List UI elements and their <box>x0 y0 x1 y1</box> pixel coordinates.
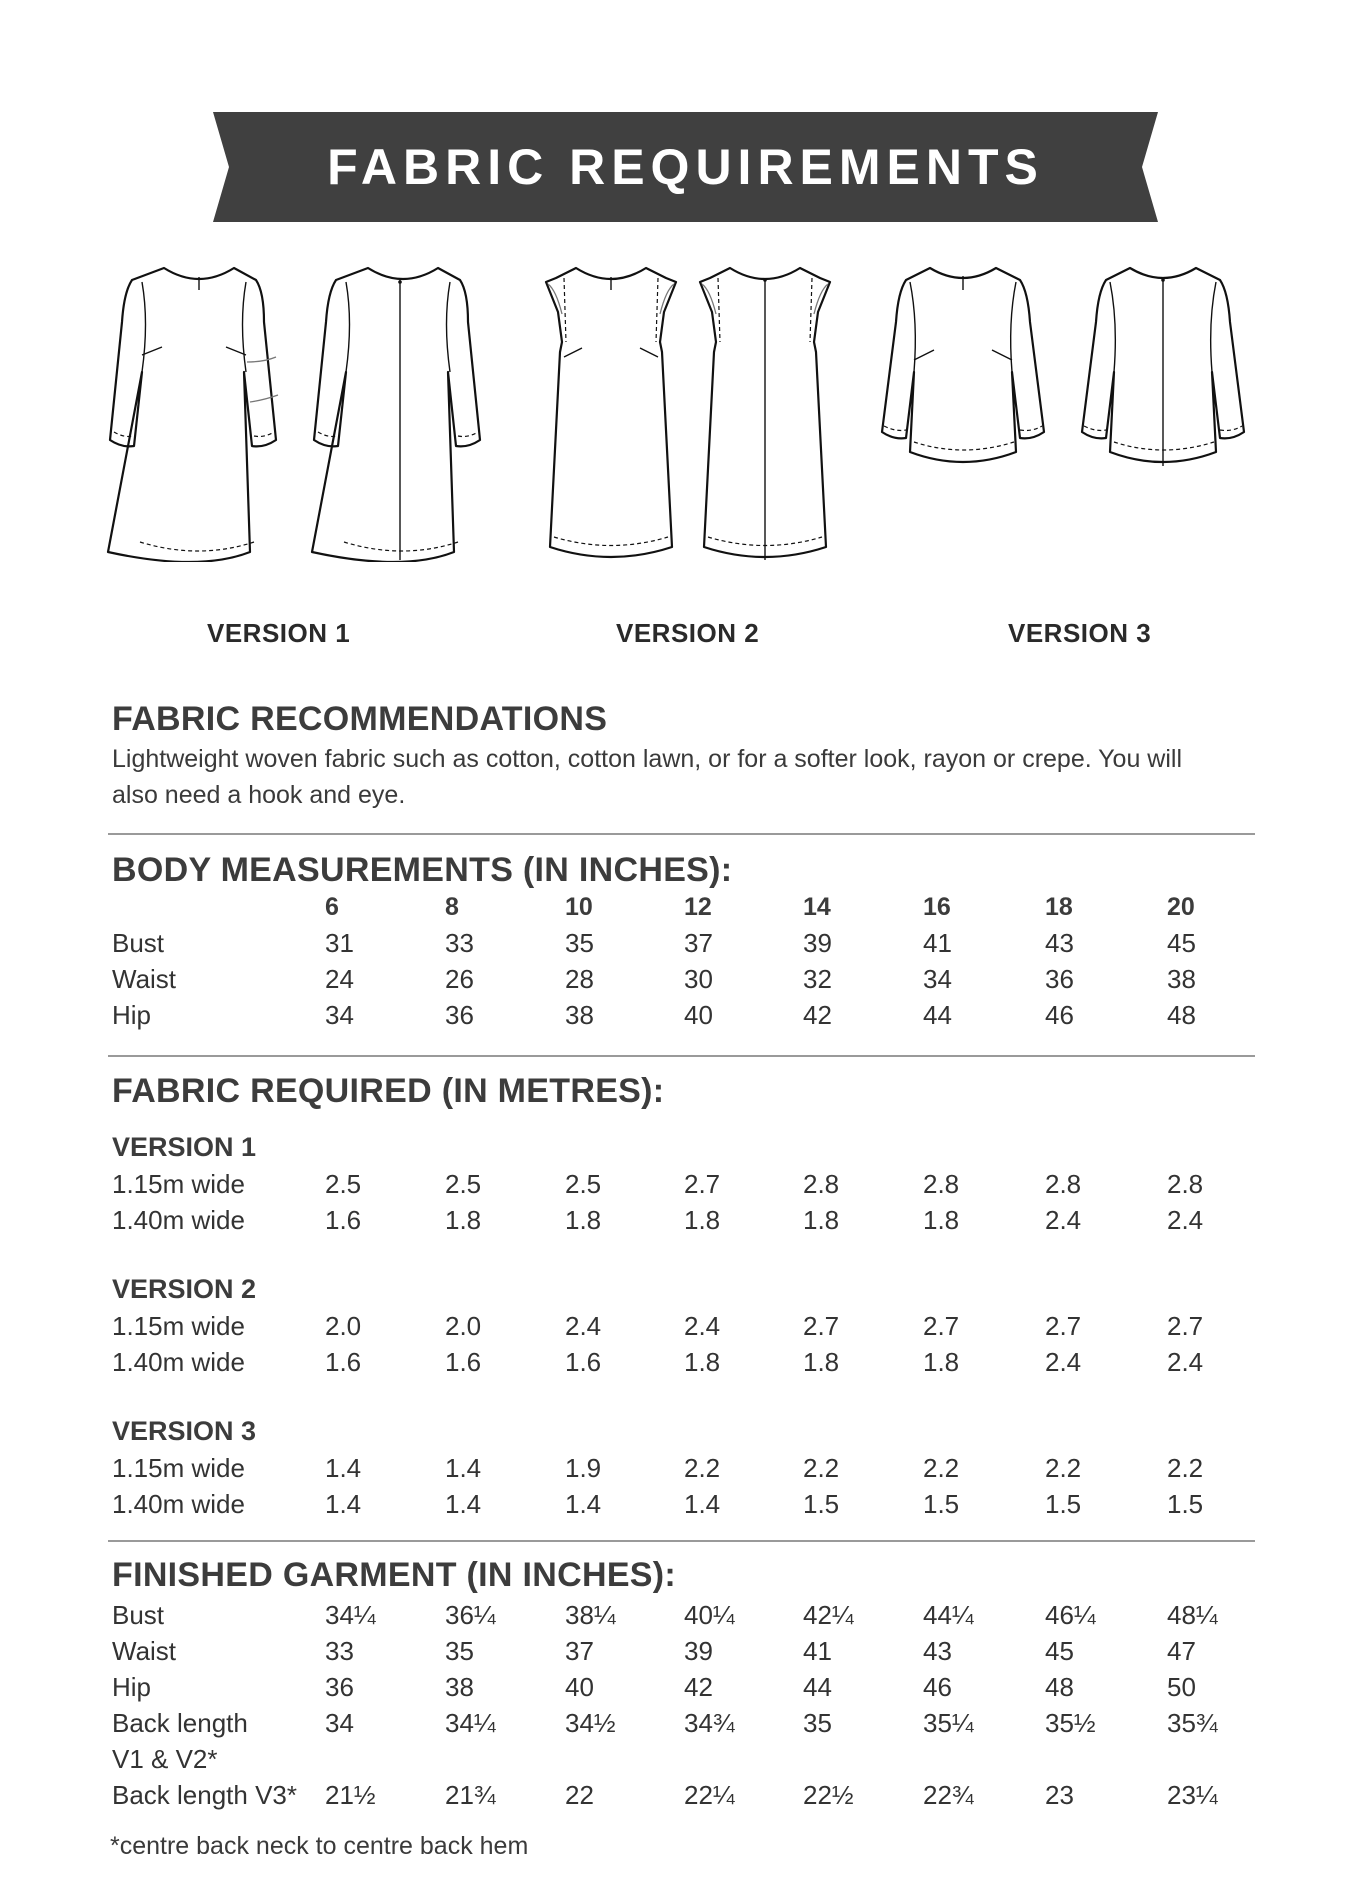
cell: 34¾ <box>684 1708 735 1738</box>
fabric-recommendations-line-1: Lightweight woven fabric such as cotton, cotton lawn, or for a softer look, rayon or crepe. You will <box>112 745 1183 773</box>
cell: 43 <box>1045 928 1074 958</box>
row-label: Waist <box>112 1636 177 1666</box>
version-2-back-illustration-icon <box>690 262 840 562</box>
size-header: 8 <box>445 893 459 921</box>
table-row <box>0 1672 1364 1708</box>
table-row <box>0 1780 1364 1816</box>
cell: 1.4 <box>684 1489 721 1519</box>
version-1-back-illustration-icon <box>308 262 498 562</box>
table-row <box>0 1205 1364 1241</box>
row-label: Bust <box>112 1600 165 1630</box>
version-1-label: VERSION 1 <box>207 618 351 648</box>
cell: 34¼ <box>325 1600 376 1630</box>
cell: 2.7 <box>1167 1311 1204 1341</box>
row-label: Back length V3* <box>112 1780 298 1810</box>
row-label: 1.40m wide <box>112 1205 245 1235</box>
cell: 1.5 <box>923 1489 960 1519</box>
cell: 2.7 <box>803 1311 840 1341</box>
row-label: Hip <box>112 1672 152 1702</box>
cell: 42¼ <box>803 1600 854 1630</box>
cell: 34½ <box>565 1708 616 1738</box>
cell: 40 <box>684 1000 713 1030</box>
cell: 33 <box>325 1636 354 1666</box>
row-label: Back length <box>112 1708 248 1738</box>
table-row <box>0 928 1364 964</box>
cell: 50 <box>1167 1672 1196 1702</box>
cell: 36 <box>1045 964 1074 994</box>
cell: 2.0 <box>325 1311 362 1341</box>
cell: 21½ <box>325 1780 376 1810</box>
version-3-back-illustration-icon <box>1068 262 1258 472</box>
cell: 1.8 <box>803 1205 840 1235</box>
table-row <box>0 1489 1364 1525</box>
size-header: 12 <box>684 893 712 921</box>
cell: 39 <box>803 928 832 958</box>
cell: 48¼ <box>1167 1600 1218 1630</box>
cell: 33 <box>445 928 474 958</box>
cell: 35 <box>565 928 594 958</box>
cell: 46¼ <box>1045 1600 1096 1630</box>
cell: 46 <box>923 1672 952 1702</box>
cell: 46 <box>1045 1000 1074 1030</box>
cell: 35 <box>803 1708 832 1738</box>
size-header: 20 <box>1167 893 1195 921</box>
cell: 32 <box>803 964 832 994</box>
table-row <box>0 1600 1364 1636</box>
cell: 1.8 <box>565 1205 602 1235</box>
cell: 23 <box>1045 1780 1074 1810</box>
cell: 2.0 <box>445 1311 482 1341</box>
version-1-subheading: VERSION 1 <box>112 1132 257 1162</box>
cell: 28 <box>565 964 594 994</box>
cell: 34 <box>325 1000 354 1030</box>
row-label: 1.15m wide <box>112 1169 245 1199</box>
cell: 1.4 <box>445 1453 482 1483</box>
cell: 41 <box>923 928 952 958</box>
body-measurements-heading: BODY MEASUREMENTS (IN INCHES): <box>112 851 733 889</box>
divider <box>108 833 1255 835</box>
cell: 44 <box>923 1000 952 1030</box>
table-row <box>0 1636 1364 1672</box>
size-header: 18 <box>1045 893 1073 921</box>
cell: 2.2 <box>803 1453 840 1483</box>
table-row-continuation <box>0 1744 1364 1780</box>
cell: 38 <box>565 1000 594 1030</box>
cell: 36 <box>325 1672 354 1702</box>
table-row <box>0 1708 1364 1744</box>
cell: 2.2 <box>1167 1453 1204 1483</box>
cell: 34 <box>923 964 952 994</box>
cell: 22¼ <box>684 1780 735 1810</box>
cell: 38 <box>445 1672 474 1702</box>
cell: 2.4 <box>1045 1205 1082 1235</box>
size-header: 14 <box>803 893 831 921</box>
cell: 2.2 <box>1045 1453 1082 1483</box>
row-label: Waist <box>112 964 177 994</box>
divider <box>108 1055 1255 1057</box>
table-row <box>0 1000 1364 1036</box>
cell: 1.4 <box>445 1489 482 1519</box>
row-label: 1.40m wide <box>112 1489 245 1519</box>
size-header: 6 <box>325 893 339 921</box>
version-2-label: VERSION 2 <box>616 618 760 648</box>
cell: 1.8 <box>445 1205 482 1235</box>
table-row <box>0 1311 1364 1347</box>
cell: 39 <box>684 1636 713 1666</box>
page-title: FABRIC REQUIREMENTS <box>327 139 1044 195</box>
version-2-subheading: VERSION 2 <box>112 1274 257 1304</box>
cell: 26 <box>445 964 474 994</box>
cell: 2.5 <box>445 1169 482 1199</box>
cell: 2.4 <box>1045 1347 1082 1377</box>
cell: 2.8 <box>923 1169 960 1199</box>
cell: 48 <box>1045 1672 1074 1702</box>
cell: 35 <box>445 1636 474 1666</box>
version-2-front-illustration-icon <box>536 262 686 562</box>
cell: 34¼ <box>445 1708 496 1738</box>
cell: 40 <box>565 1672 594 1702</box>
cell: 1.6 <box>325 1205 362 1235</box>
cell: 38 <box>1167 964 1196 994</box>
table-row <box>0 1169 1364 1205</box>
cell: 2.8 <box>1167 1169 1204 1199</box>
cell: 36¼ <box>445 1600 496 1630</box>
cell: 2.8 <box>1045 1169 1082 1199</box>
cell: 2.7 <box>684 1169 721 1199</box>
cell: 2.2 <box>923 1453 960 1483</box>
cell: 22¾ <box>923 1780 974 1810</box>
row-label-line-2: V1 & V2* <box>112 1744 218 1774</box>
cell: 40¼ <box>684 1600 735 1630</box>
cell: 1.4 <box>565 1489 602 1519</box>
divider <box>108 1540 1255 1542</box>
cell: 24 <box>325 964 354 994</box>
row-label: 1.40m wide <box>112 1347 245 1377</box>
cell: 1.9 <box>565 1453 602 1483</box>
cell: 23¼ <box>1167 1780 1218 1810</box>
cell: 30 <box>684 964 713 994</box>
cell: 45 <box>1167 928 1196 958</box>
row-label: Hip <box>112 1000 152 1030</box>
cell: 1.5 <box>1045 1489 1082 1519</box>
cell: 2.7 <box>1045 1311 1082 1341</box>
cell: 2.5 <box>565 1169 602 1199</box>
cell: 45 <box>1045 1636 1074 1666</box>
cell: 2.4 <box>565 1311 602 1341</box>
finished-garment-heading: FINISHED GARMENT (IN INCHES): <box>112 1556 677 1594</box>
version-3-label: VERSION 3 <box>1008 618 1152 648</box>
table-row <box>0 964 1364 1000</box>
fabric-recommendations-heading: FABRIC RECOMMENDATIONS <box>112 700 608 738</box>
cell: 1.8 <box>923 1347 960 1377</box>
cell: 21¾ <box>445 1780 496 1810</box>
footnote: *centre back neck to centre back hem <box>110 1832 529 1860</box>
cell: 1.8 <box>803 1347 840 1377</box>
size-header: 16 <box>923 893 951 921</box>
row-label: 1.15m wide <box>112 1453 245 1483</box>
cell: 44 <box>803 1672 832 1702</box>
cell: 2.5 <box>325 1169 362 1199</box>
cell: 22 <box>565 1780 594 1810</box>
version-3-front-illustration-icon <box>868 262 1058 472</box>
cell: 1.6 <box>565 1347 602 1377</box>
cell: 37 <box>565 1636 594 1666</box>
cell: 1.5 <box>1167 1489 1204 1519</box>
size-header-row <box>0 893 1364 929</box>
cell: 1.4 <box>325 1453 362 1483</box>
version-1-front-illustration-icon <box>104 262 294 562</box>
cell: 2.2 <box>684 1453 721 1483</box>
cell: 31 <box>325 928 354 958</box>
cell: 43 <box>923 1636 952 1666</box>
cell: 41 <box>803 1636 832 1666</box>
fabric-required-heading: FABRIC REQUIRED (IN METRES): <box>112 1072 665 1110</box>
cell: 1.8 <box>684 1347 721 1377</box>
cell: 1.8 <box>923 1205 960 1235</box>
cell: 1.6 <box>325 1347 362 1377</box>
cell: 2.4 <box>684 1311 721 1341</box>
cell: 1.8 <box>684 1205 721 1235</box>
cell: 2.7 <box>923 1311 960 1341</box>
cell: 22½ <box>803 1780 854 1810</box>
cell: 42 <box>684 1672 713 1702</box>
fabric-recommendations-line-2: also need a hook and eye. <box>112 781 406 809</box>
cell: 34 <box>325 1708 354 1738</box>
cell: 48 <box>1167 1000 1196 1030</box>
cell: 2.8 <box>803 1169 840 1199</box>
cell: 44¼ <box>923 1600 974 1630</box>
cell: 35½ <box>1045 1708 1096 1738</box>
cell: 38¼ <box>565 1600 616 1630</box>
cell: 1.5 <box>803 1489 840 1519</box>
cell: 2.4 <box>1167 1205 1204 1235</box>
cell: 37 <box>684 928 713 958</box>
fabric-recommendations-text <box>112 741 1262 813</box>
cell: 36 <box>445 1000 474 1030</box>
row-label: 1.15m wide <box>112 1311 245 1341</box>
size-header: 10 <box>565 893 593 921</box>
table-row <box>0 1347 1364 1383</box>
cell: 35¼ <box>923 1708 974 1738</box>
cell: 1.6 <box>445 1347 482 1377</box>
row-label: Bust <box>112 928 165 958</box>
cell: 42 <box>803 1000 832 1030</box>
cell: 1.4 <box>325 1489 362 1519</box>
table-row <box>0 1453 1364 1489</box>
title-banner <box>213 112 1158 222</box>
version-3-subheading: VERSION 3 <box>112 1416 257 1446</box>
cell: 47 <box>1167 1636 1196 1666</box>
cell: 2.4 <box>1167 1347 1204 1377</box>
cell: 35¾ <box>1167 1708 1218 1738</box>
